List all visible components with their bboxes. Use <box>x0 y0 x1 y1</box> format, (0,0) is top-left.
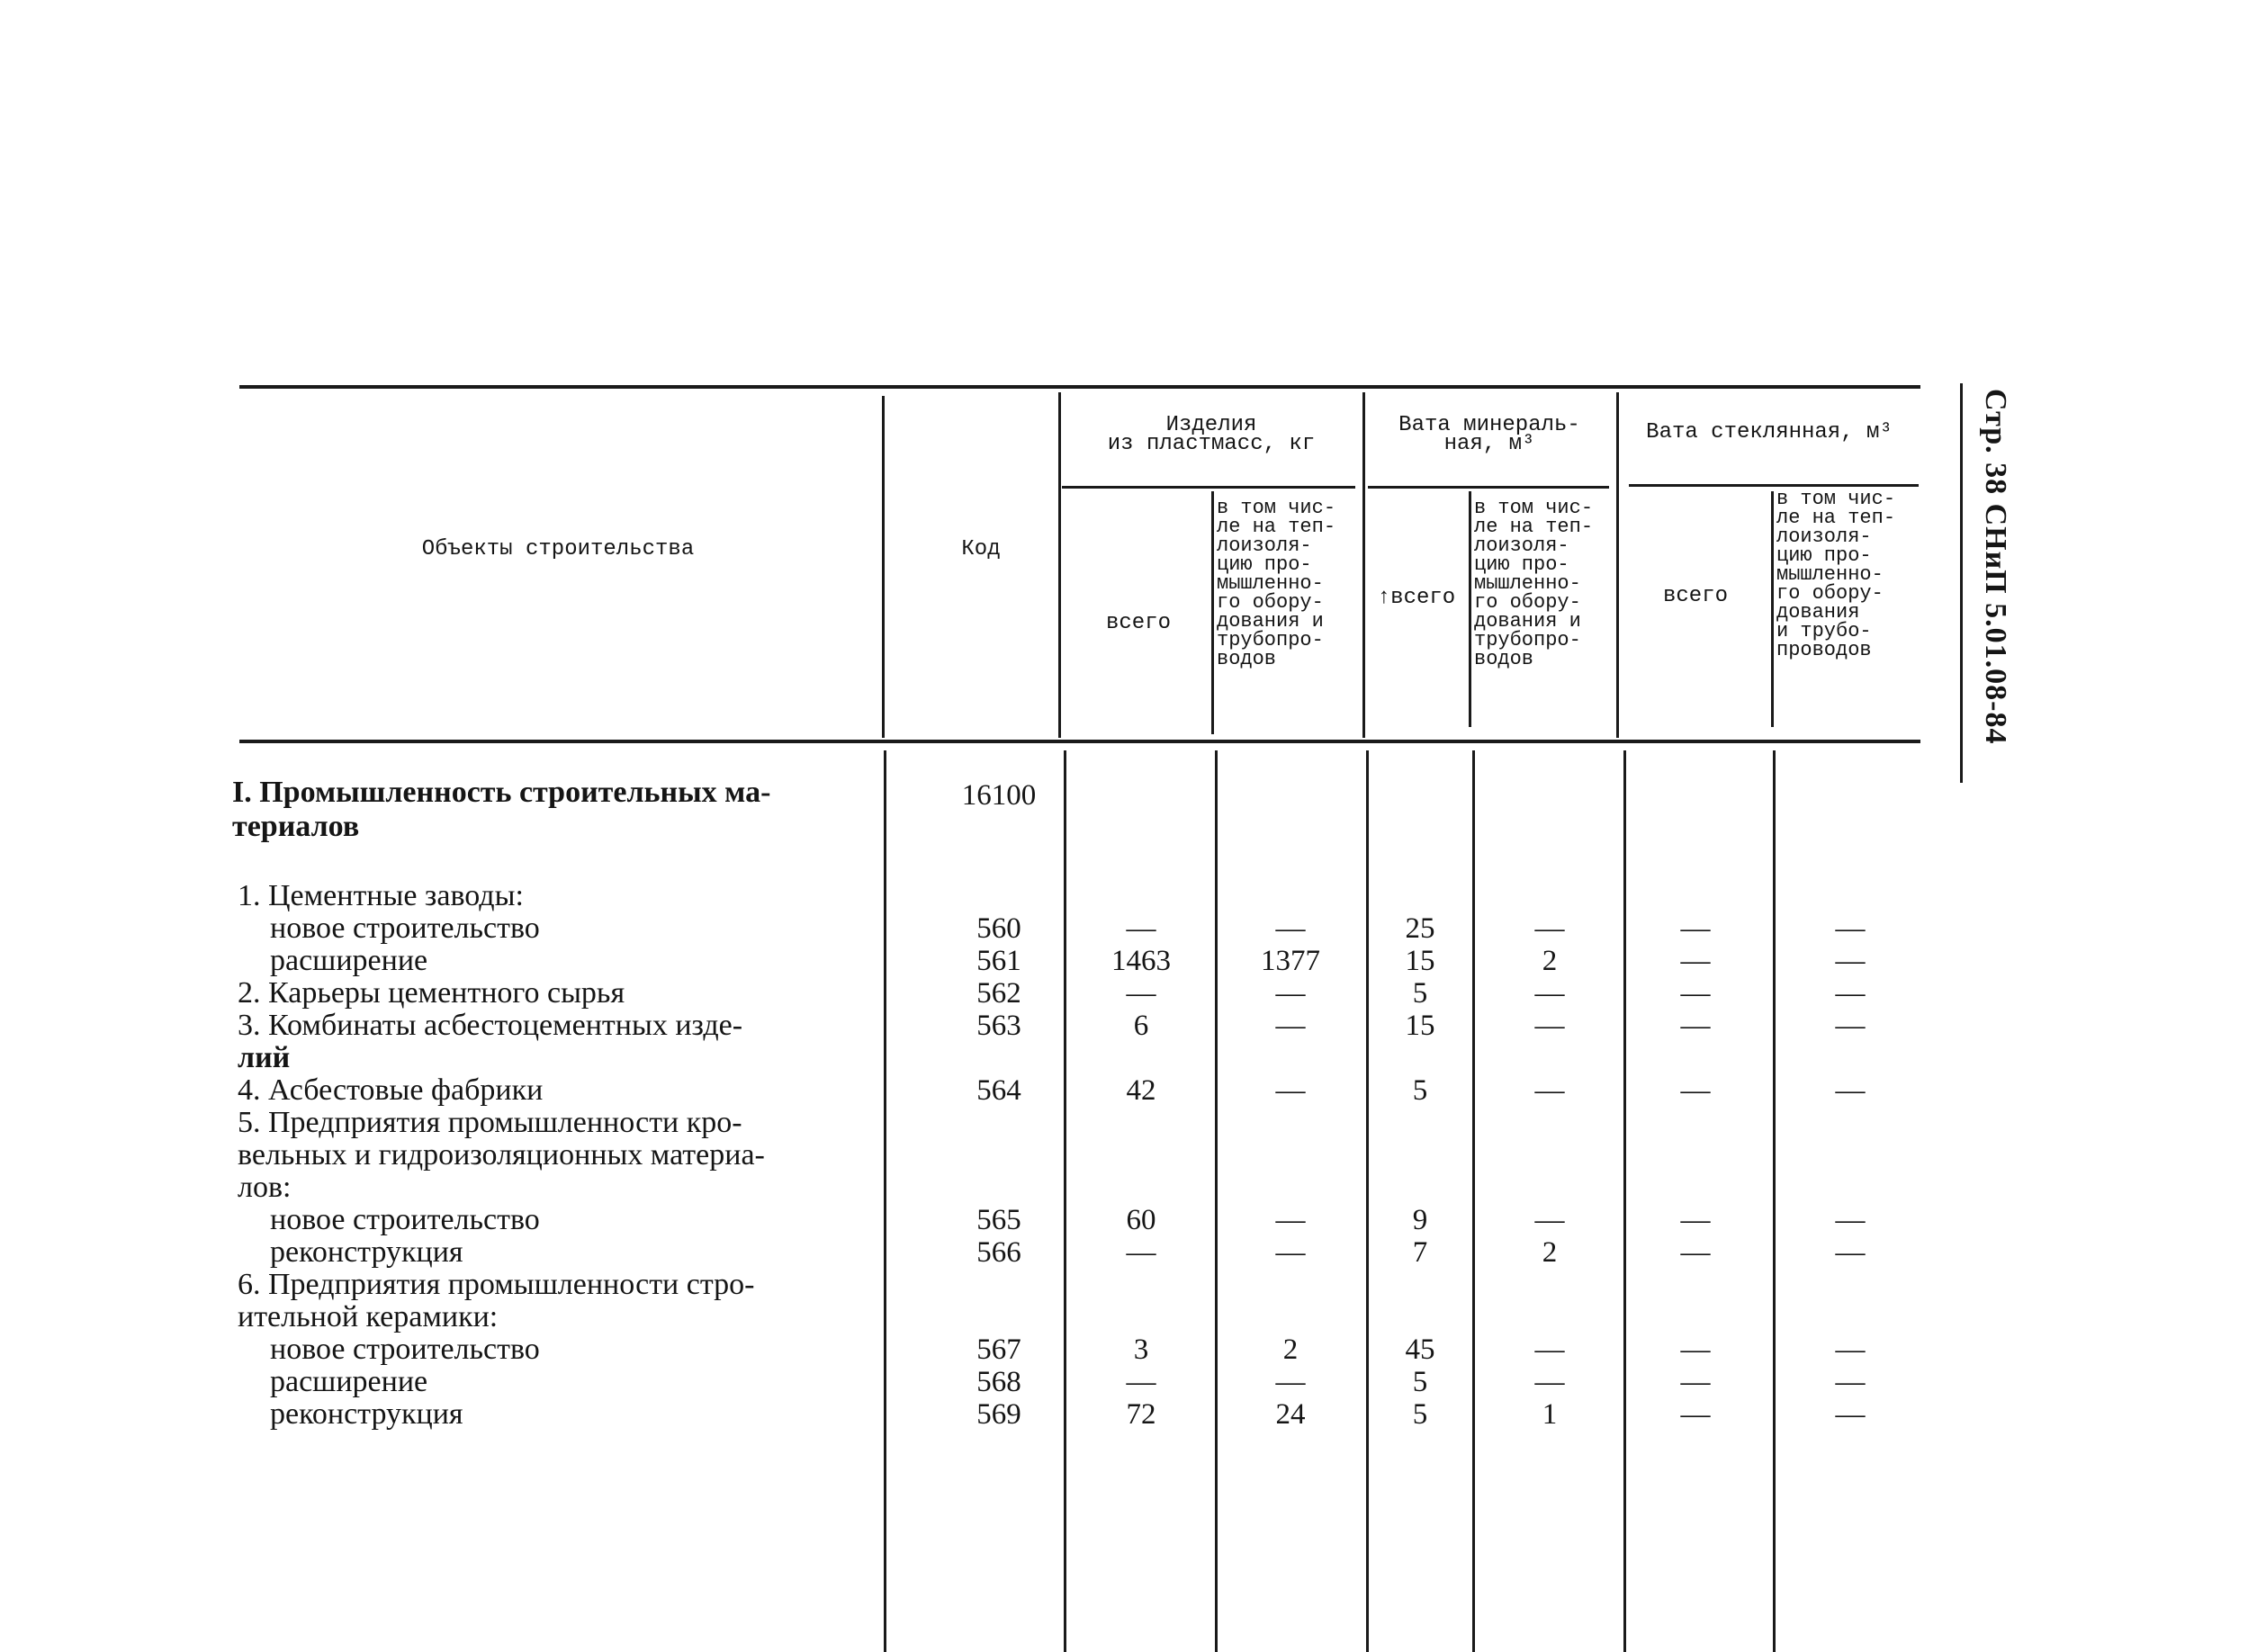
row-value: 15 <box>1405 945 1435 977</box>
row-value: 5 <box>1412 977 1428 1010</box>
page-reference: Стр. 38 СНиП 5.01.08-84 <box>1979 389 2012 745</box>
body-vline-code-left <box>884 750 886 1652</box>
row-value: — <box>1534 1010 1565 1042</box>
row-value: — <box>1534 1204 1565 1236</box>
row-value: — <box>1275 1010 1306 1042</box>
header-objects: Объекты строительства <box>421 537 695 561</box>
header-glass-including: в том чис- ле на теп- лоизоля- цию про- мышленно- го обору- дования и трубо- проводов <box>1776 488 1896 661</box>
row-value: 2 <box>1282 1333 1299 1366</box>
row-value: 1463 <box>1111 945 1171 977</box>
row-value: — <box>1126 1236 1156 1269</box>
row-value: 6 <box>1133 1010 1149 1042</box>
row-code: 564 <box>976 1074 1021 1107</box>
row-label: расширение <box>270 1365 428 1398</box>
row-value: — <box>1835 1236 1866 1269</box>
row-value: 42 <box>1126 1074 1156 1107</box>
row-label: новое строительство <box>270 1333 540 1366</box>
row-value: — <box>1275 1074 1306 1107</box>
header-vline-mineral-left <box>1362 392 1365 738</box>
table-top-rule <box>239 385 1920 389</box>
row-value: 15 <box>1405 1010 1435 1042</box>
row-label: 2. Карьеры цементного сырья <box>238 976 625 1010</box>
row-value: 3 <box>1133 1333 1149 1366</box>
row-label: расширение <box>270 944 428 977</box>
row-value: — <box>1835 1074 1866 1107</box>
row-value: 7 <box>1412 1236 1428 1269</box>
row-value: — <box>1275 977 1306 1010</box>
row-label: 4. Асбестовые фабрики <box>238 1073 544 1107</box>
row-code: 562 <box>976 977 1021 1010</box>
row-value: 1377 <box>1261 945 1320 977</box>
row-value: 2 <box>1542 945 1558 977</box>
row-label: реконструкция <box>270 1397 463 1431</box>
header-mineral-including: в том чис- ле на теп- лоизоля- цию про- мышленно- го обору- дования и трубопро- водов <box>1474 497 1594 670</box>
row-value: — <box>1835 945 1866 977</box>
header-plastics-including: в том чис- ле на теп- лоизоля- цию про- мышленно- го обору- дования и трубопро- водов <box>1217 497 1336 670</box>
header-vline-plastics-mid <box>1211 491 1214 734</box>
header-bottom-rule <box>239 740 1920 743</box>
header-vline-mineral-mid <box>1469 491 1471 727</box>
row-value: — <box>1275 1366 1306 1398</box>
row-value: — <box>1534 1366 1565 1398</box>
row-value: — <box>1275 912 1306 945</box>
row-label: лий <box>238 1041 291 1074</box>
body-vline-mineral-left <box>1366 750 1369 1652</box>
row-value: — <box>1680 1236 1711 1269</box>
body-vline-glass-left <box>1623 750 1626 1652</box>
row-label: реконструкция <box>270 1235 463 1269</box>
row-label: ительной керамики: <box>238 1300 499 1333</box>
row-value: — <box>1680 1074 1711 1107</box>
header-mineral-total: ↑всего <box>1377 586 1456 610</box>
row-value: 5 <box>1412 1366 1428 1398</box>
row-value: 25 <box>1405 912 1435 945</box>
row-value: — <box>1126 912 1156 945</box>
header-glass-wool: Вата стеклянная, м³ <box>1646 420 1893 444</box>
row-code: 565 <box>976 1204 1021 1236</box>
row-value: — <box>1275 1204 1306 1236</box>
header-glass-total: всего <box>1662 584 1728 608</box>
row-value: — <box>1835 1204 1866 1236</box>
body-vline-glass-mid <box>1773 750 1776 1652</box>
row-value: — <box>1680 1010 1711 1042</box>
row-value: — <box>1680 977 1711 1010</box>
mineral-sub-rule <box>1368 486 1609 489</box>
row-code: 561 <box>976 945 1021 977</box>
body-vline-plastics-left <box>1064 750 1066 1652</box>
row-value: 2 <box>1542 1236 1558 1269</box>
row-value: 1 <box>1542 1398 1558 1431</box>
header-vline-plastics-left <box>1058 392 1061 738</box>
body-vline-mineral-mid <box>1472 750 1475 1652</box>
plastics-sub-rule <box>1062 486 1355 489</box>
section-title: I. Промышленность строительных ма- териалов <box>232 776 771 843</box>
body-vline-plastics-mid <box>1215 750 1218 1652</box>
row-value: — <box>1126 1366 1156 1398</box>
row-value: — <box>1835 977 1866 1010</box>
row-value: — <box>1680 912 1711 945</box>
row-value: 5 <box>1412 1074 1428 1107</box>
row-value: — <box>1835 912 1866 945</box>
row-label: новое строительство <box>270 1203 540 1236</box>
header-code: Код <box>961 537 1001 561</box>
row-label: новое строительство <box>270 911 540 945</box>
row-value: — <box>1534 912 1565 945</box>
row-value: — <box>1680 945 1711 977</box>
row-value: — <box>1534 1074 1565 1107</box>
header-mineral-wool: Вата минераль- ная, м³ <box>1398 413 1580 456</box>
side-label-rule <box>1960 383 1963 783</box>
row-value: 72 <box>1126 1398 1156 1431</box>
row-label: 3. Комбинаты асбестоцементных изде- <box>238 1009 743 1042</box>
row-value: 5 <box>1412 1398 1428 1431</box>
row-value: — <box>1680 1398 1711 1431</box>
row-label: 1. Цементные заводы: <box>238 879 524 912</box>
row-value: — <box>1534 977 1565 1010</box>
row-code: 569 <box>976 1398 1021 1431</box>
row-code: 568 <box>976 1366 1021 1398</box>
header-vline-glass-mid <box>1771 491 1774 727</box>
row-code: 560 <box>976 912 1021 945</box>
row-value: 45 <box>1405 1333 1435 1366</box>
row-value: — <box>1534 1333 1565 1366</box>
row-label: 6. Предприятия промышленности стро- <box>238 1268 755 1301</box>
row-value: — <box>1680 1366 1711 1398</box>
section-code: 16100 <box>961 779 1037 812</box>
header-plastics-total: всего <box>1105 611 1171 635</box>
row-label: вельных и гидроизоляционных материа- <box>238 1138 765 1172</box>
row-value: 24 <box>1275 1398 1306 1431</box>
row-value: 9 <box>1412 1204 1428 1236</box>
row-label: лов: <box>238 1171 292 1204</box>
row-value: — <box>1835 1010 1866 1042</box>
glass-sub-rule <box>1629 484 1919 487</box>
row-label: 5. Предприятия промышленности кро- <box>238 1106 742 1139</box>
row-code: 567 <box>976 1333 1021 1366</box>
row-value: — <box>1835 1333 1866 1366</box>
row-value: 60 <box>1126 1204 1156 1236</box>
row-code: 563 <box>976 1010 1021 1042</box>
row-value: — <box>1835 1398 1866 1431</box>
row-value: — <box>1680 1204 1711 1236</box>
row-code: 566 <box>976 1236 1021 1269</box>
row-value: — <box>1126 977 1156 1010</box>
header-vline-code-left <box>882 396 885 738</box>
header-plastics: Изделия из пластмасс, кг <box>1107 413 1316 456</box>
row-value: — <box>1680 1333 1711 1366</box>
row-value: — <box>1275 1236 1306 1269</box>
row-value: — <box>1835 1366 1866 1398</box>
